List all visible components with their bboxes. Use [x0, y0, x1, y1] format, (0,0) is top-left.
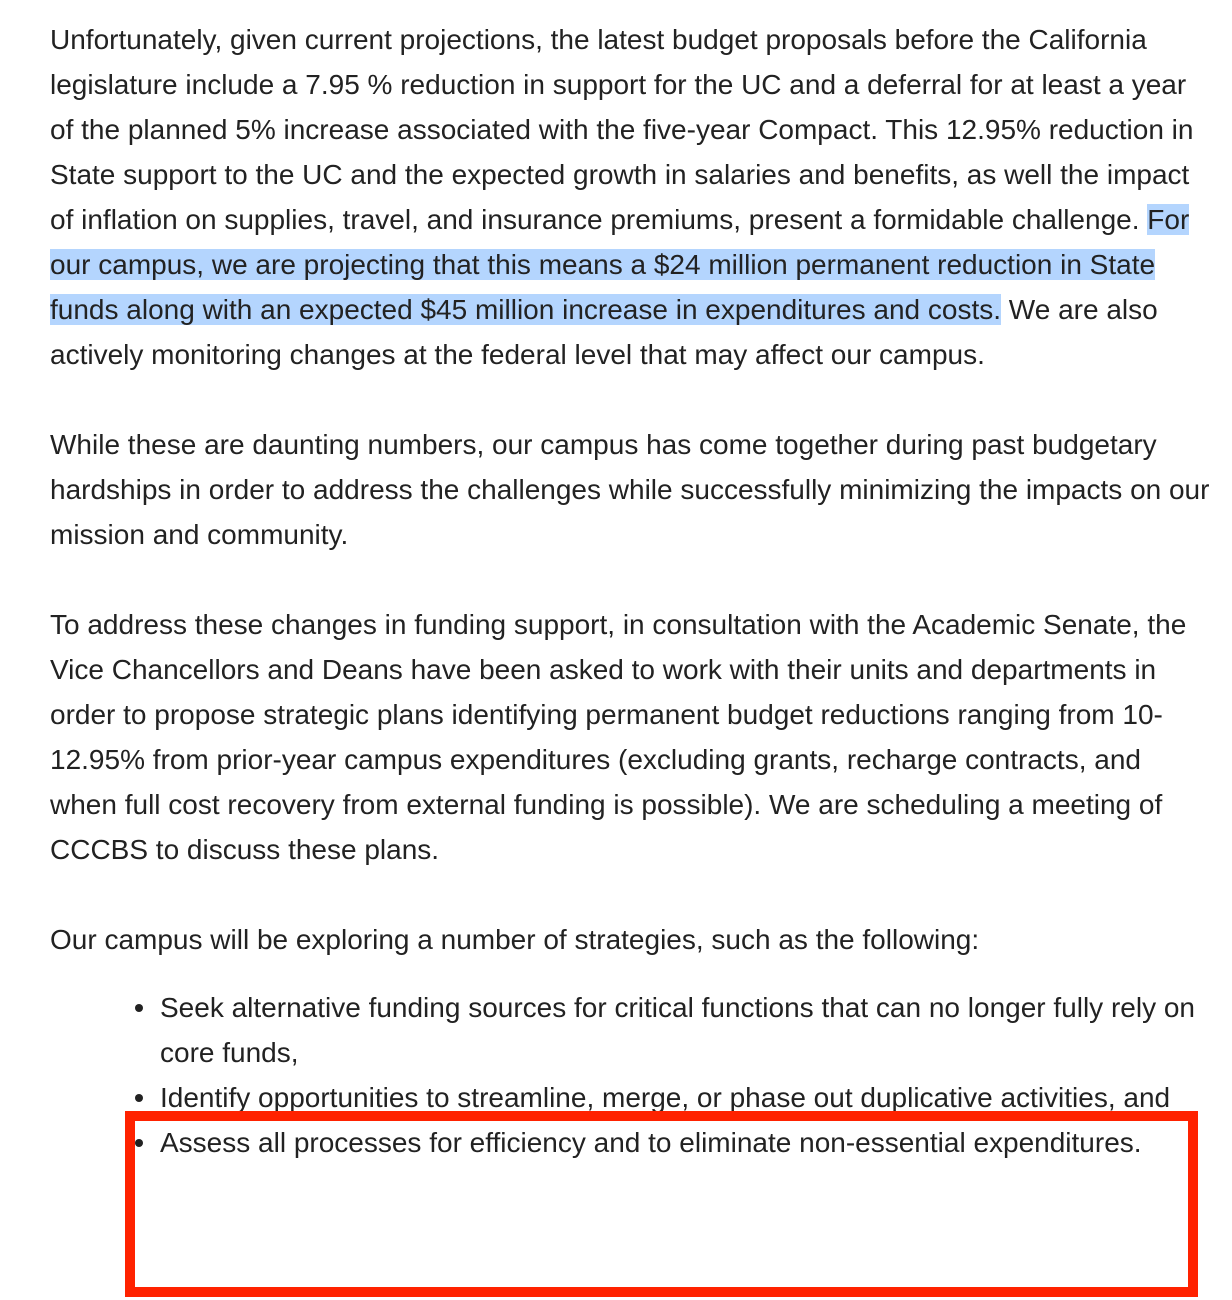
paragraph-budget-projections — [50, 17, 1215, 377]
paragraph-strategies-intro: Our campus will be exploring a number of strategies, such as the following: — [50, 924, 980, 955]
list-item: Identify opportunities to streamline, merge, or phase out duplicative activities, and — [160, 1075, 1215, 1120]
selected-text-highlight[interactable]: For our campus, we are projecting that this means a $24 million permanent reduction in State funds along with an expected $45 million increase in expenditures and costs. — [50, 204, 1190, 325]
paragraph-text: We are also actively monitoring changes at the federal level that may affect our campus. — [50, 294, 1158, 370]
list-item: Seek alternative funding sources for critical functions that can no longer fully rely on core funds, — [160, 985, 1215, 1075]
email-body — [50, 17, 1215, 1165]
paragraph-daunting-numbers: While these are daunting numbers, our campus has come together during past budgetary hardships in order to address the challenges while successfully minimizing the impacts on our mission and community. — [50, 429, 1210, 550]
paragraph-text: Unfortunately, given current projections, the latest budget proposals before the California legislature include a 7.95 % reduction in support for the UC and a deferral for at least a year of the planned 5% increase associated with the five-year Compact. This 12.95% reduction in State support to the UC and the expected growth in salaries and benefits, as well the impact of inflation on supplies, travel, and insurance premiums, present a formidable challenge. — [50, 24, 1194, 235]
paragraph-funding-support: To address these changes in funding support, in consultation with the Academic Senate, the Vice Chancellors and Deans have been asked to work with their units and departments in order to propose strategic plans identifying permanent budget reductions ranging from 10-12.95% from prior-year campus expenditures (excluding grants, recharge contracts, and when full cost recovery from external funding is possible). We are scheduling a meeting of CCCBS to discuss these plans. — [50, 609, 1187, 865]
list-item: Assess all processes for efficiency and to eliminate non-essential expenditures. — [160, 1120, 1215, 1165]
strategies-list — [50, 985, 1215, 1165]
